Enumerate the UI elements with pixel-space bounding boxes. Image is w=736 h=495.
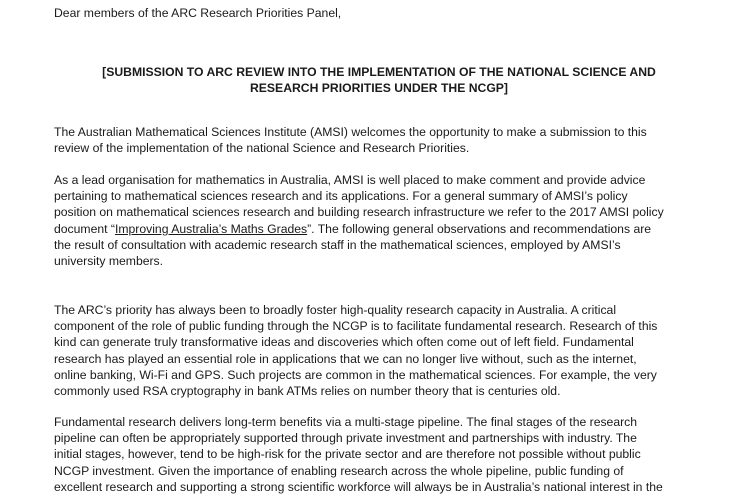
paragraph-line: review of the implementation of the national Science and Research Priorities. xyxy=(54,141,470,156)
paragraph-arc-priority xyxy=(54,302,694,399)
paragraph-line-with-link xyxy=(54,221,694,237)
policy-document-link[interactable]: Improving Australia’s Maths Grades xyxy=(114,221,308,236)
paragraph-line: The ARC’s priority has always been to broadly foster high-quality research capacity in Australia. A critical xyxy=(54,303,617,317)
paragraph-line: NCGP investment. Given the importance of enabling research across the whole pipeline, public funding of xyxy=(54,463,624,478)
paragraph-line: Fundamental research delivers long-term benefits via a multi-stage pipeline. The final stages of the research xyxy=(54,415,638,429)
paragraph-line: research has played an essential role in applications that we can no longer live without, such as the internet, xyxy=(54,351,637,366)
paragraph-line: university members. xyxy=(54,254,164,269)
link-suffix-text: ”. The following general observations and recommendations are xyxy=(307,221,652,236)
paragraph-line: initial stages, however, tend to be high-risk for the private sector and are therefore not possible without public xyxy=(54,447,641,462)
paragraph-fundamental-research xyxy=(54,414,694,495)
paragraph-line: kind can generate truly transformative ideas and discoveries which often come out of left field. Fundamental xyxy=(54,335,634,350)
paragraph-line: pipeline can often be appropriately supported through private investment and partnerships with industry. The xyxy=(54,431,637,446)
paragraph-line: As a lead organisation for mathematics in Australia, AMSI is well placed to make comment and provide advice xyxy=(54,173,646,187)
paragraph-line: The Australian Mathematical Sciences Institute (AMSI) welcomes the opportunity to make a submission to this xyxy=(54,125,647,139)
paragraph-line: excellent research and supporting a strong scientific workforce will always be in Australia’s national interest in the xyxy=(54,479,663,494)
paragraph-line: position on mathematical sciences research and building research infrastructure we refer to the 2017 AMSI policy xyxy=(54,205,664,220)
submission-heading xyxy=(54,64,704,96)
paragraph-line: the result of consultation with academic research staff in the mathematical sciences, employed by AMSI’s xyxy=(54,237,621,252)
paragraph-line: online banking, Wi-Fi and GPS. Such projects are common in the mathematical sciences. For example, the very xyxy=(54,367,657,382)
paragraph-amsi-role xyxy=(54,172,694,269)
paragraph-line: pertaining to mathematical sciences research and its applications. For a general summary of AMSI’s policy xyxy=(54,189,628,204)
paragraph-line: commonly used RSA cryptography in bank ATMs relies on number theory that is centuries old. xyxy=(54,384,561,399)
paragraph-line: component of the role of public funding through the NCGP is to facilitate fundamental research. Research of this xyxy=(54,319,658,334)
salutation: Dear members of the ARC Research Priorities Panel, xyxy=(54,6,342,20)
paragraph-intro xyxy=(54,124,694,156)
heading-line-1: [SUBMISSION TO ARC REVIEW INTO THE IMPLEMENTATION OF THE NATIONAL SCIENCE AND xyxy=(102,65,656,79)
link-prefix-text: document “ xyxy=(54,221,115,236)
heading-line-2: RESEARCH PRIORITIES UNDER THE NCGP] xyxy=(250,81,508,95)
